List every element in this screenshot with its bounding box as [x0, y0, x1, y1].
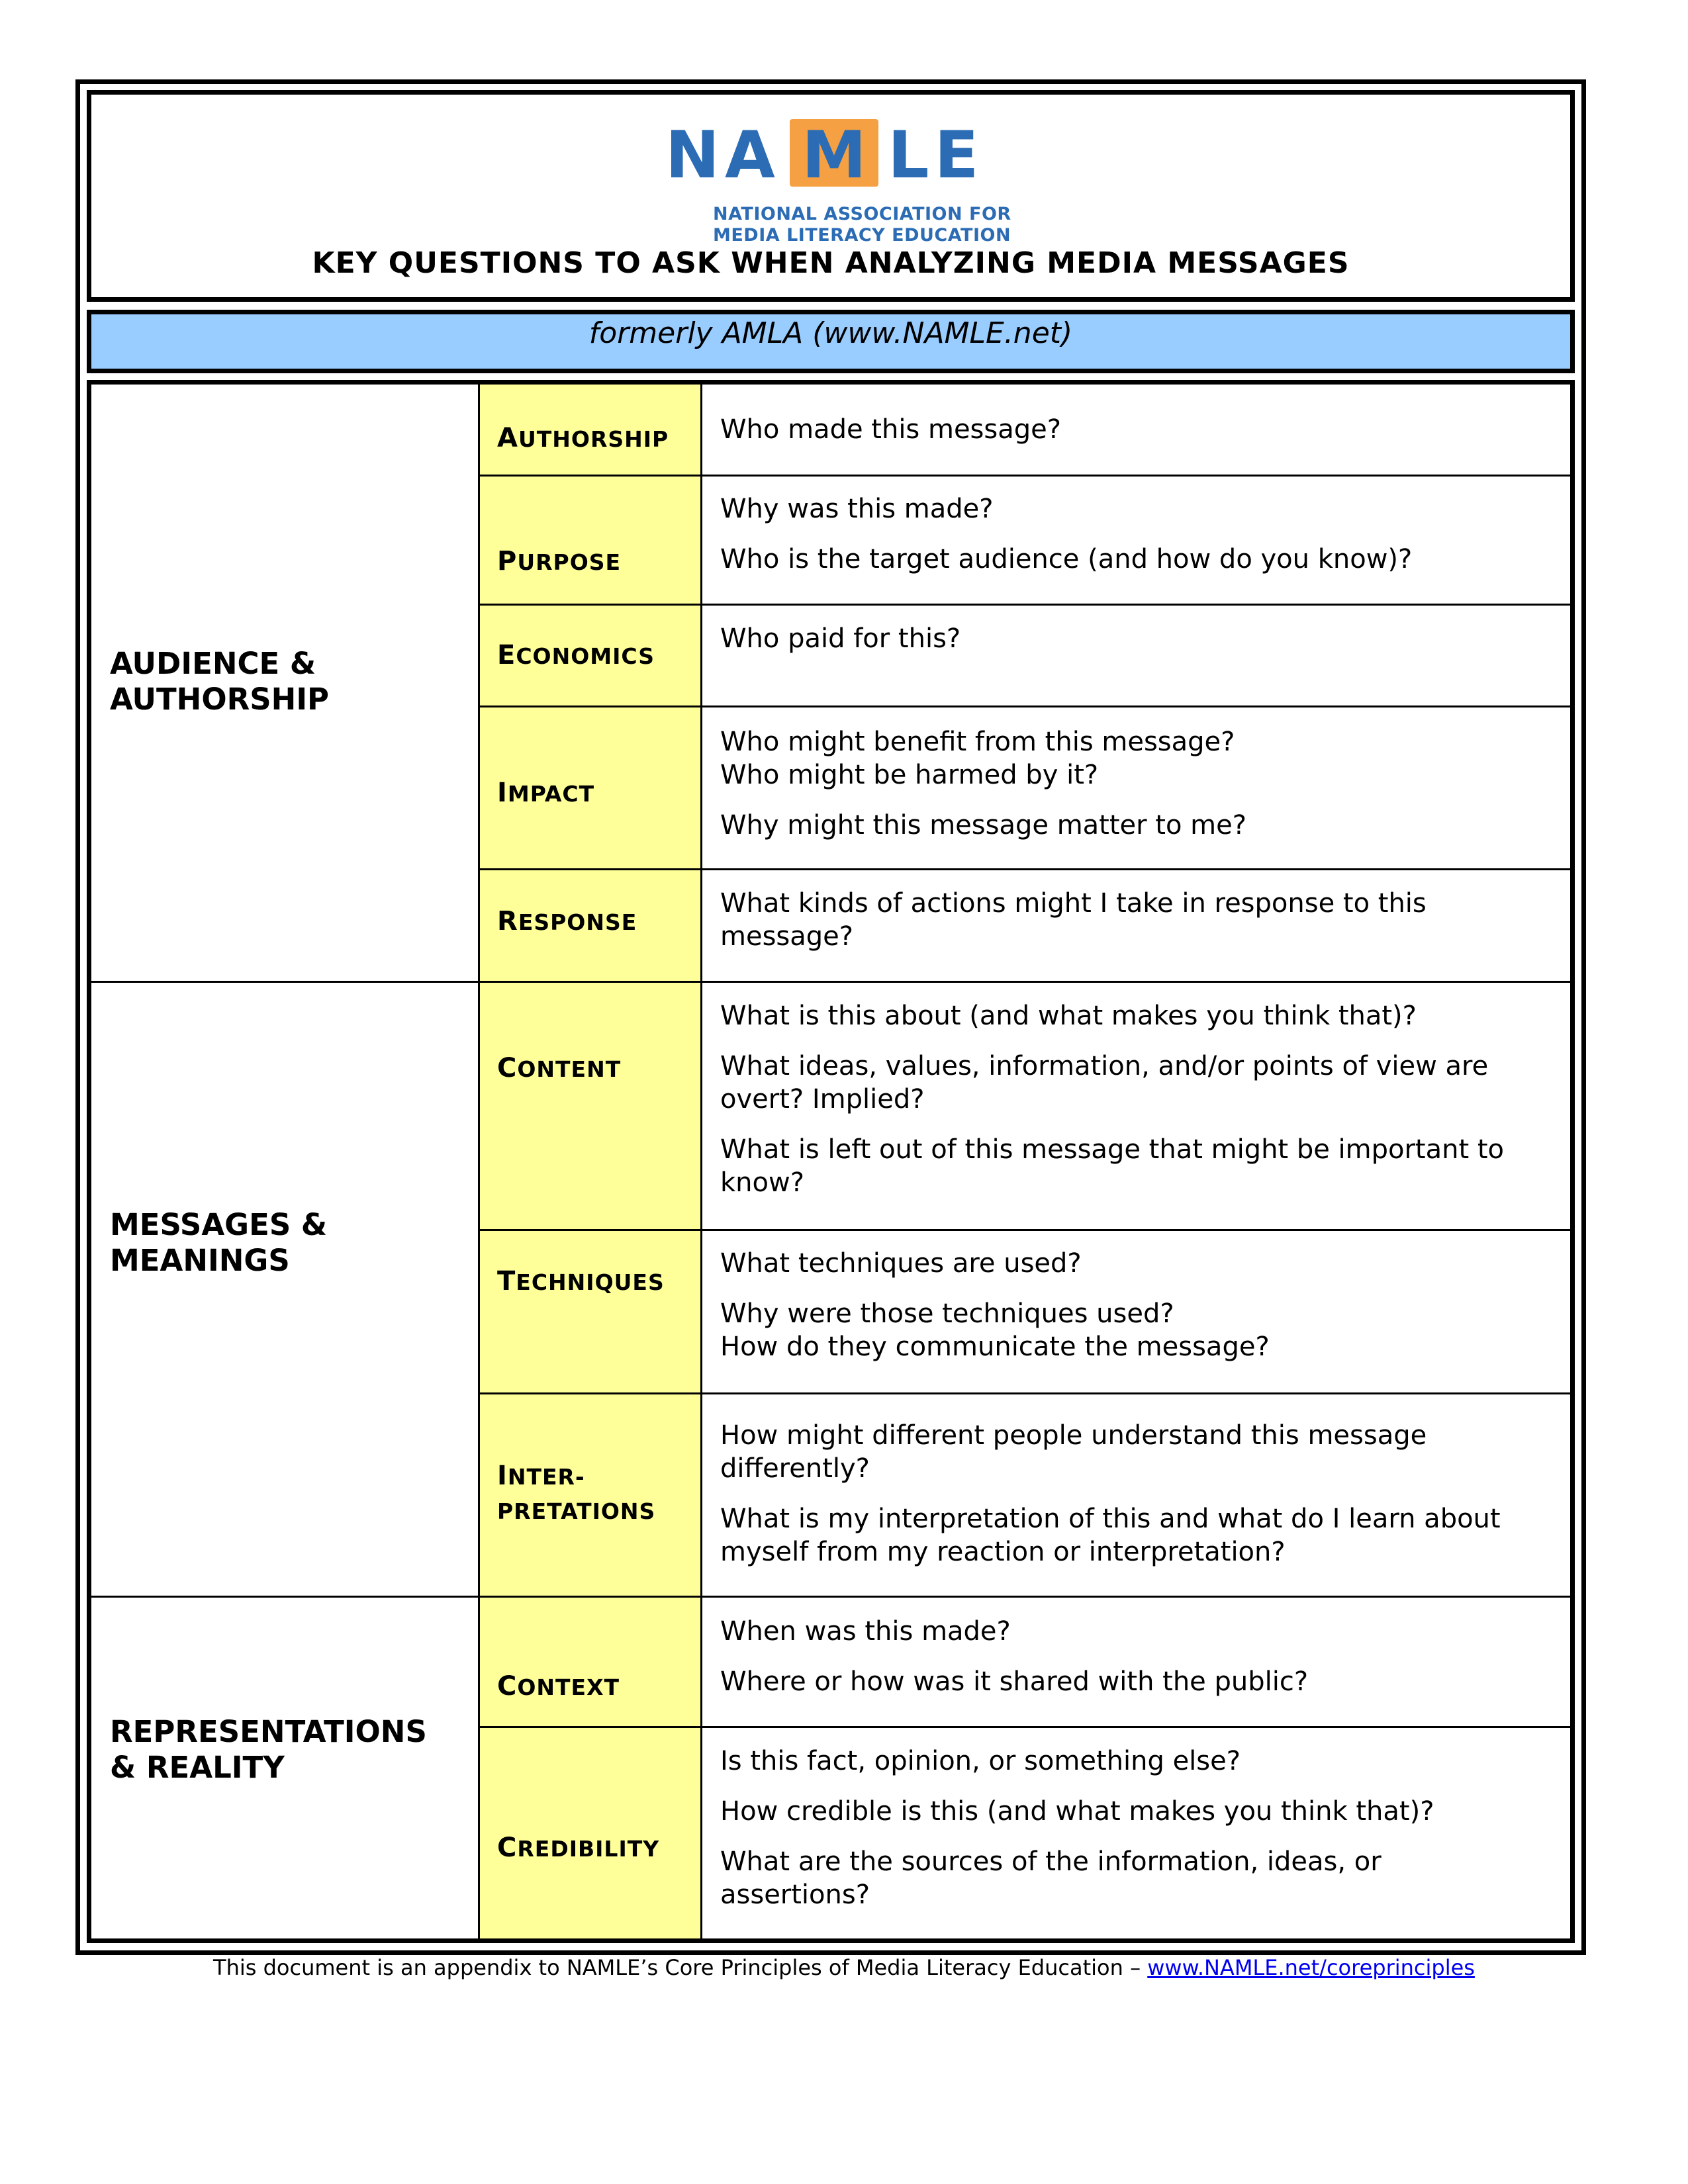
category-rest: ESPONSE: [518, 909, 637, 935]
category-initial: I: [497, 1461, 508, 1491]
question: How credible is this (and what makes you think that)?: [720, 1796, 1434, 1827]
question: Why were those techniques used?: [720, 1298, 1174, 1329]
question: When was this made?: [720, 1616, 1011, 1647]
namle-logo: [665, 118, 1011, 258]
category-initial: T: [497, 1266, 516, 1297]
category-interpretations: [497, 1459, 655, 1529]
group-divider: [478, 385, 480, 1938]
group-label-representations-reality: [110, 1714, 454, 1786]
category-rest: ONTENT: [517, 1056, 622, 1082]
category-divider: [700, 385, 702, 1938]
category-content: [497, 1051, 621, 1087]
category-initial: C: [497, 1833, 518, 1863]
row-divider: [478, 1392, 1570, 1394]
question: Who is the target audience (and how do you know)?: [720, 544, 1413, 574]
category-rest: CONOMICS: [516, 643, 655, 669]
group-row-divider: [91, 1596, 1570, 1598]
category-initial: R: [497, 906, 518, 936]
question: What is this about (and what makes you think that)?: [720, 1001, 1417, 1031]
category-rest: UTHORSHIP: [518, 426, 669, 452]
question: message?: [720, 921, 853, 952]
row-divider: [478, 604, 1570, 606]
question: overt? Implied?: [720, 1084, 925, 1115]
group-label-line: & REALITY: [110, 1750, 285, 1785]
group-row-divider: [91, 981, 1570, 983]
question: What kinds of actions might I take in response to this: [720, 888, 1427, 919]
question: assertions?: [720, 1880, 870, 1910]
category-economics: [497, 638, 655, 674]
category-context: [497, 1669, 620, 1705]
question: Who made this message?: [720, 414, 1061, 445]
question: Who might be harmed by it?: [720, 760, 1099, 790]
question: myself from my reaction or interpretation?: [720, 1537, 1286, 1567]
logo-text-le: LE: [888, 118, 984, 193]
category-rest: URPOSE: [517, 549, 622, 575]
row-divider: [478, 868, 1570, 870]
category-initial: A: [497, 423, 518, 453]
question: Who might benefit from this message?: [720, 727, 1235, 757]
group-label-messages-meanings: [110, 1207, 454, 1279]
category-response: [497, 904, 637, 940]
category-rest: ONTEXT: [517, 1674, 620, 1700]
row-divider: [478, 1229, 1570, 1231]
category-initial: C: [497, 1671, 518, 1702]
question: differently?: [720, 1453, 870, 1484]
group-label-line: AUTHORSHIP: [110, 682, 330, 717]
logo-subtitle-line2: MEDIA LITERACY EDUCATION: [713, 225, 1011, 246]
footer-link[interactable]: www.NAMLE.net/coreprinciples: [1147, 1955, 1475, 1980]
category-column-fill: [480, 385, 700, 1938]
category-initial: E: [497, 640, 516, 670]
question: Who paid for this?: [720, 623, 961, 654]
question: How might different people understand this message: [720, 1420, 1427, 1451]
question: How do they communicate the message?: [720, 1332, 1270, 1362]
category-credibility: [497, 1831, 659, 1866]
logo-subtitle-line1: NATIONAL ASSOCIATION FOR: [713, 204, 1011, 224]
category-initial: P: [497, 546, 518, 576]
question: know?: [720, 1167, 804, 1198]
row-divider: [478, 705, 1570, 707]
category-rest: ECHNIQUES: [516, 1269, 665, 1295]
category-rest: NTER-: [507, 1464, 585, 1490]
question: Is this fact, opinion, or something else?: [720, 1746, 1241, 1776]
question: What is my interpretation of this and what do I learn about: [720, 1504, 1501, 1534]
category-impact: [497, 776, 594, 811]
category-rest: REDIBILITY: [517, 1836, 660, 1862]
logo-text-m: M: [802, 118, 867, 193]
logo-text-na: NA: [665, 118, 780, 193]
page-title: KEY QUESTIONS TO ASK WHEN ANALYZING MEDIA MESSAGES: [312, 246, 1350, 280]
category-initial: I: [497, 778, 508, 808]
row-divider: [478, 475, 1570, 477]
question: What is left out of this message that might be important to: [720, 1134, 1505, 1165]
question: Why was this made?: [720, 494, 994, 524]
question: Where or how was it shared with the public?: [720, 1666, 1309, 1697]
group-label-line: AUDIENCE &: [110, 646, 316, 681]
footer-text: This document is an appendix to NAMLE’s Core Principles of Media Literacy Education –: [213, 1955, 1148, 1980]
group-label-audience-authorship: [110, 646, 454, 717]
question: What techniques are used?: [720, 1248, 1082, 1279]
category-initial: C: [497, 1053, 518, 1083]
group-label-line: REPRESENTATIONS: [110, 1714, 427, 1749]
category-techniques: [497, 1264, 665, 1300]
formerly-text: formerly AMLA (www.NAMLE.net): [588, 316, 1073, 350]
category-rest: MPACT: [507, 781, 595, 807]
group-label-line: MESSAGES &: [110, 1207, 328, 1242]
category-rest-line2: PRETATIONS: [497, 1498, 656, 1524]
category-purpose: [497, 544, 621, 580]
question: Why might this message matter to me?: [720, 810, 1246, 841]
question: What ideas, values, information, and/or points of view are: [720, 1051, 1489, 1081]
footer: [0, 1955, 1688, 1980]
question: What are the sources of the information, ideas, or: [720, 1846, 1382, 1877]
category-authorship: [497, 421, 669, 457]
row-divider: [478, 1726, 1570, 1728]
group-label-line: MEANINGS: [110, 1243, 290, 1278]
